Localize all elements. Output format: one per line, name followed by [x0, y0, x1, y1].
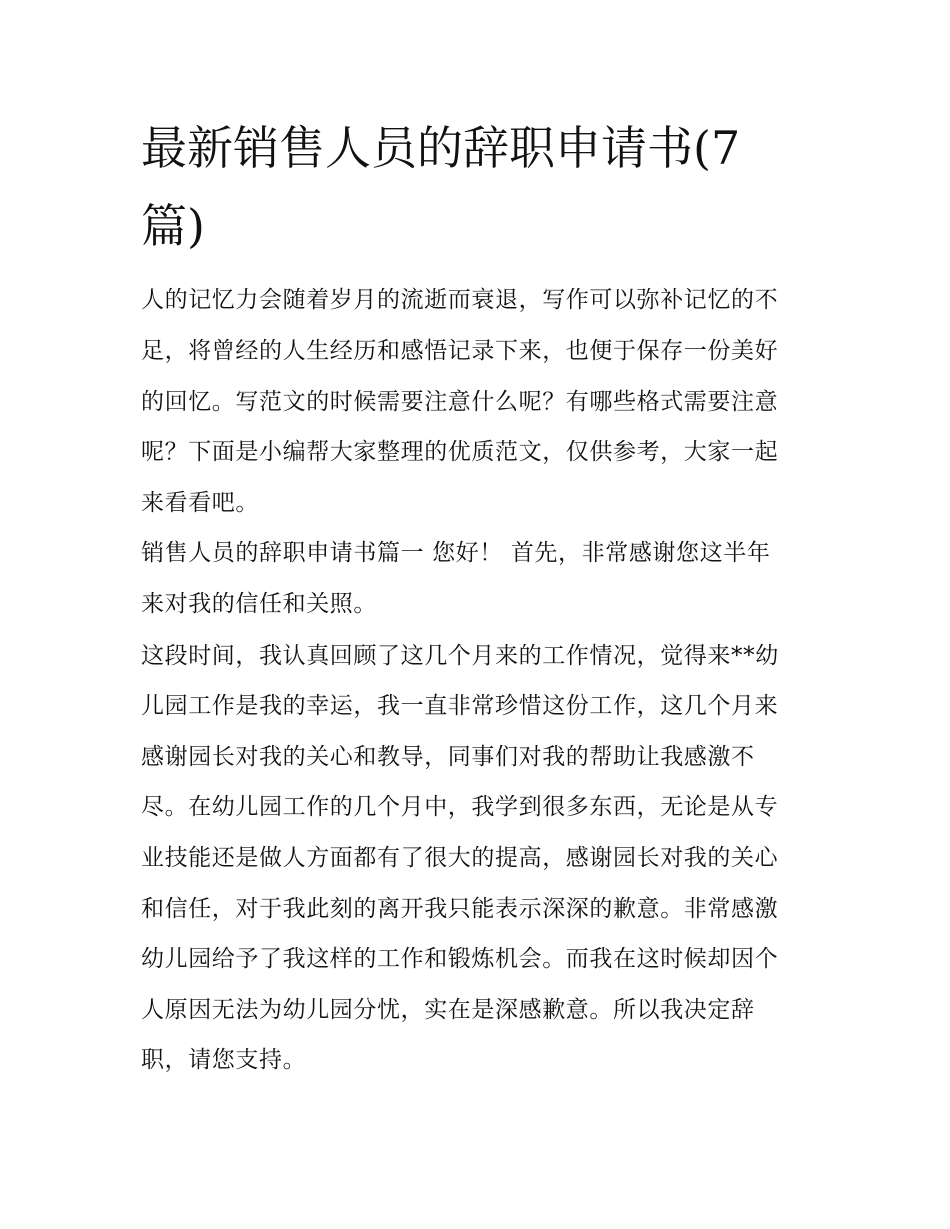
paragraph-line: 销售人员的辞职申请书篇一 您好！ 首先，非常感谢您这半年	[141, 540, 771, 566]
paragraph-line: 儿园工作是我的幸运，我一直非常珍惜这份工作，这几个月来	[141, 693, 779, 719]
paragraph-line: 业技能还是做人方面都有了很大的提高，感谢园长对我的关心	[141, 845, 779, 871]
paragraph-line: 和信任，对于我此刻的离开我只能表示深深的歉意。非常感激	[141, 896, 779, 922]
paragraph-line: 尽。在幼儿园工作的几个月中，我学到很多东西，无论是从专	[141, 794, 779, 820]
paragraph-line: 这段时间，我认真回顾了这几个月来的工作情况，觉得来**幼	[141, 643, 779, 669]
paragraph-line: 职，请您支持。	[141, 1047, 307, 1073]
paragraph-line: 来看看吧。	[141, 490, 259, 516]
paragraph-line: 呢？下面是小编帮大家整理的优质范文，仅供参考，大家一起	[141, 439, 779, 465]
paragraph-line: 感谢园长对我的关心和教导，同事们对我的帮助让我感激不	[141, 744, 755, 770]
paragraph-line: 足，将曾经的人生经历和感悟记录下来，也便于保存一份美好	[141, 338, 779, 364]
paragraph-line: 的回忆。写范文的时候需要注意什么呢？有哪些格式需要注意	[141, 389, 779, 415]
paragraph-line: 幼儿园给予了我这样的工作和锻炼机会。而我在这时候却因个	[141, 946, 779, 972]
paragraph-line: 人原因无法为幼儿园分忧，实在是深感歉意。所以我决定辞	[141, 997, 755, 1023]
document-title-line-2: 篇)	[141, 199, 205, 253]
paragraph-line: 来对我的信任和关照。	[141, 591, 377, 617]
paragraph-line: 人的记忆力会随着岁月的流逝而衰退，写作可以弥补记忆的不	[141, 287, 779, 313]
document-title-line-1: 最新销售人员的辞职申请书(7	[141, 121, 741, 175]
